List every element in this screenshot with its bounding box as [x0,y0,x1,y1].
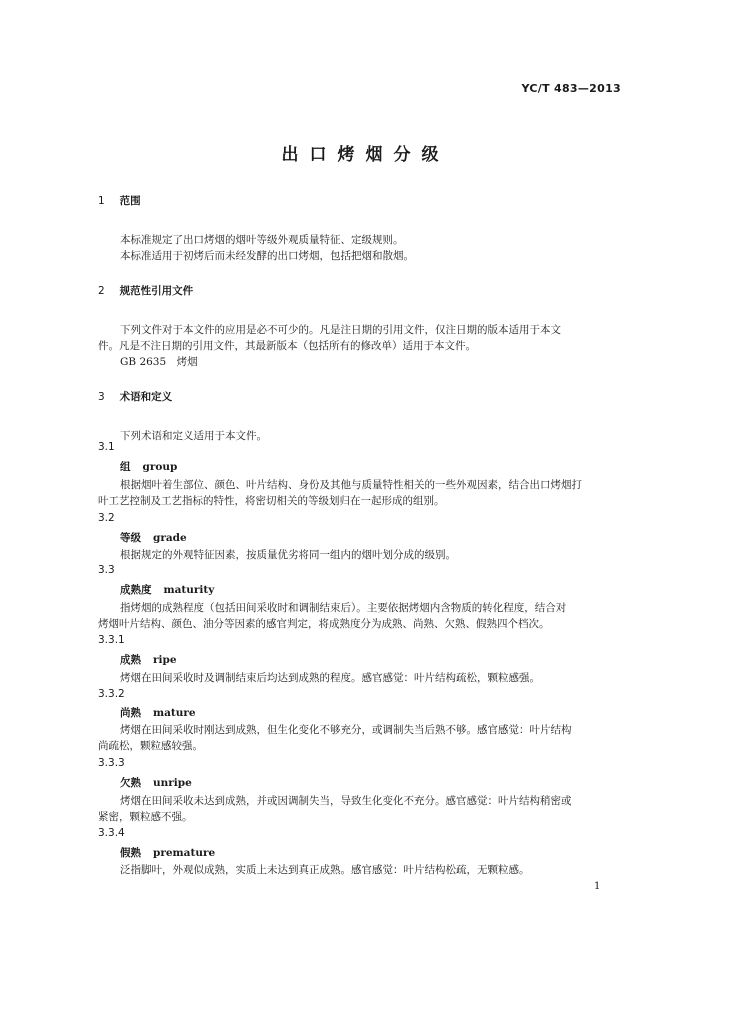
term-definition-line-1: 根据烟叶着生部位、颜色、叶片结构、身份及其他与质量特性相关的一些外观因素，结合出口烤烟打 [120,479,582,491]
term-en: mature [153,707,196,719]
term-heading [120,459,177,474]
term-zh: 尚熟 [120,707,141,719]
term-heading [120,775,192,790]
term-definition-line-2: 紧密，颗粒感不强。 [98,811,193,823]
term-en: unripe [153,777,192,789]
section-1-paragraph-1: 本标准规定了出口烤烟的烟叶等级外观质量特征、定级规则。 [120,234,404,246]
term-definition-line-1: 烤烟在田间采收时刚达到成熟，但生化变化不够充分，或调制失当后熟不够。感官感觉：叶片结构 [120,724,572,736]
term-en: grade [153,532,187,544]
term-heading [120,845,215,860]
clause-number: 3.3.3 [98,757,125,769]
section-3-intro: 下列术语和定义适用于本文件。 [120,430,267,442]
term-zh: 欠熟 [120,777,141,789]
term-definition-line-1: 烤烟在田间采收时及调制结束后均达到成熟的程度。感官感觉：叶片结构疏松，颗粒感强。 [120,672,540,684]
clause-number: 3.3.4 [98,827,125,839]
section-1-heading [98,193,141,208]
term-definition-line-1: 烤烟在田间采收未达到成熟，并或因调制失当，导致生化变化不充分。感官感觉：叶片结构稍密或 [120,795,572,807]
page-number: 1 [594,881,601,892]
term-zh: 成熟度 [120,584,152,596]
section-title: 术语和定义 [119,391,173,403]
clause-number: 3.3.1 [98,634,125,646]
section-title: 范围 [119,195,141,207]
term-definition-line-2: 叶工艺控制及工艺指标的特性，将密切相关的等级划归在一起形成的组别。 [98,495,445,507]
term-zh: 假熟 [120,847,141,859]
term-definition-line-1: 指烤烟的成熟程度（包括田间采收时和调制结束后）。主要依据烤烟内含物质的转化程度，结合对 [120,602,567,614]
section-number: 3 [98,391,105,403]
term-zh: 等级 [120,532,141,544]
term-definition-line-2: 尚疏松，颗粒感较强。 [98,740,203,752]
term-heading [120,705,196,720]
section-2-heading [98,283,193,298]
page-title: 出口烤烟分级 [281,145,450,165]
clause-number: 3.3 [98,564,115,576]
term-en: ripe [153,654,177,666]
term-en: premature [153,847,216,859]
term-heading [120,530,187,545]
term-heading [120,582,214,597]
section-number: 2 [98,285,105,297]
clause-number: 3.2 [98,512,115,524]
clause-number: 3.3.2 [98,688,125,700]
term-en: maturity [163,584,215,596]
section-title: 规范性引用文件 [119,285,194,297]
section-2-paragraph-line-1: 下列文件对于本文件的应用是必不可少的。凡是注日期的引用文件，仅注日期的版本适用于本文 [120,324,561,336]
term-zh: 组 [120,461,131,473]
term-definition-line-2: 烤烟叶片结构、颜色、油分等因素的感官判定，将成熟度分为成熟、尚熟、欠熟、假熟四个档次。 [98,618,550,630]
term-zh: 成熟 [120,654,141,666]
standard-number: YC/T 483—2013 [521,82,621,95]
normative-reference: GB 2635 烤烟 [120,356,198,368]
section-3-heading [98,389,172,404]
term-definition-line-1: 泛指脚叶，外观似成熟，实质上未达到真正成熟。感官感觉：叶片结构松疏，无颗粒感。 [120,864,530,876]
term-heading [120,652,177,667]
clause-number: 3.1 [98,441,115,453]
section-2-paragraph-line-2: 件。凡是不注日期的引用文件，其最新版本（包括所有的修改单）适用于本文件。 [98,340,476,352]
section-number: 1 [98,195,105,207]
section-1-paragraph-2: 本标准适用于初烤后而未经发酵的出口烤烟，包括把烟和散烟。 [120,250,414,262]
term-definition-line-1: 根据规定的外观特征因素，按质量优劣将同一组内的烟叶划分成的级别。 [120,549,456,561]
term-en: group [142,461,178,473]
